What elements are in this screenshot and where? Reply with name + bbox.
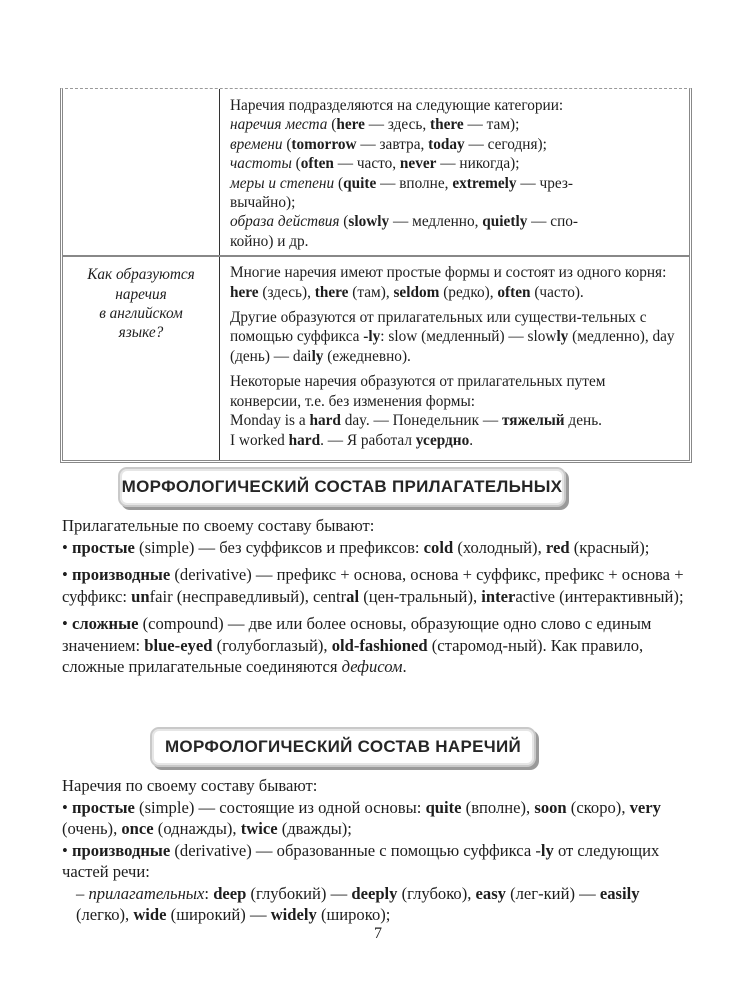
table-row: [63, 89, 689, 255]
table-row: [63, 255, 689, 460]
adverbs-intro: Наречия по своему составу бывают:: [62, 776, 318, 795]
section-heading-adjectives: МОРФОЛОГИЧЕСКИЙ СОСТАВ ПРИЛАГАТЕЛЬНЫХ: [118, 467, 566, 507]
question-cell: Как образуются наречия в английском языке?: [63, 257, 220, 460]
category-time: времени (tomorrow — завтра, today — сегодня);: [230, 135, 547, 153]
list-item: • простые (simple) — без суффиксов и префиксов: cold (холодный), red (красный);: [62, 537, 650, 557]
answer-cell: [220, 257, 689, 460]
adjectives-intro: Прилагательные по своему составу бывают:: [62, 516, 375, 535]
list-item: • простые (simple) — состоящие из одной основы: quite (вполне), soon (скоро), very (очень), once (однажды), twice (дважды);: [62, 797, 661, 838]
question-cell: [63, 89, 220, 255]
adjectives-body: [62, 515, 694, 678]
list-item: • производные (derivative) — образованные с помощью суффикса -ly от следующих частей речи:: [62, 840, 660, 881]
category-frequency: частоты (often — часто, never — никогда);: [230, 155, 520, 173]
conversion-paragraph: Некоторые наречия образуются от прилагательных путем конверсии, т.е. без изменения формы: Monday is a hard day. — Понедельник — тяжелый день. I worked hard. — Я работал усердно.: [230, 373, 606, 449]
category-place: наречия места (here — здесь, there — там);: [230, 116, 520, 134]
list-item: • сложные (compound) — две или более основы, образующие одно слово с единым значением: blue-eyed (голубоглазый), old-fashioned (старомод-ный). Как правило, сложные прилагательные соединяются дефисом.: [62, 614, 652, 676]
adverbs-body: [62, 775, 694, 926]
adverbs-table: [60, 88, 692, 463]
answer-cell: [220, 89, 689, 255]
section-heading-adverbs: МОРФОЛОГИЧЕСКИЙ СОСТАВ НАРЕЧИЙ: [150, 727, 536, 767]
list-item: • производные (derivative) — префикс + основа, основа + суффикс, префикс + основа + суффикс: unfair (несправедливый), central (цен-тральный), interactive (интерактивный);: [62, 565, 684, 606]
simple-forms-paragraph: Многие наречия имеют простые формы и состоят из одного корня: here (здесь), there (там), seldom (редко), often (часто).: [230, 264, 667, 301]
sub-list-item: – прилагательных: deep (глубокий) — deeply (глубоко), easy (лег-кий) — easily (легко), wide (широкий) — widely (широко);: [76, 883, 640, 924]
category-manner: образа действия (slowly — медленно, quietly — спо- койно) и др.: [230, 213, 579, 250]
page-number: 7: [374, 925, 382, 942]
categories-intro: Наречия подразделяются на следующие категории:: [230, 97, 564, 114]
category-degree: меры и степени (quite — вполне, extremely — чрез- вычайно);: [230, 174, 573, 212]
suffix-ly-paragraph: Другие образуются от прилагательных или существи-тельных с помощью суффикса -ly: slow (медленный) — slowly (медленно), day (день) — daily (ежедневно).: [230, 309, 675, 365]
